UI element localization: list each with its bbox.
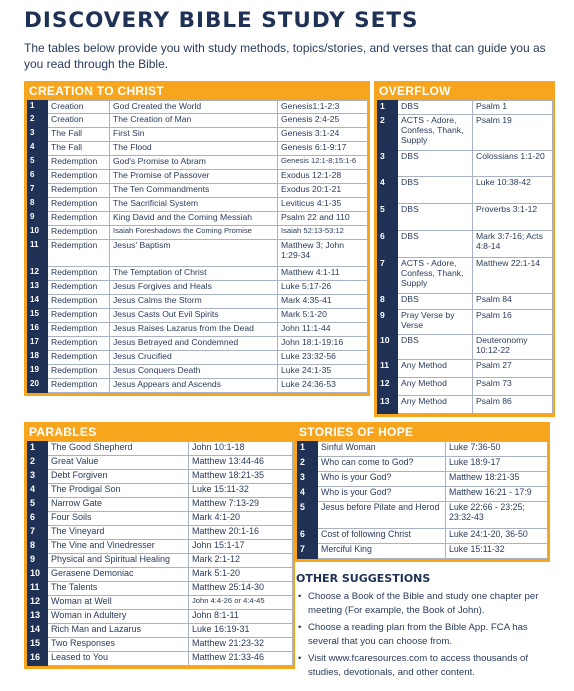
- creation-to-christ-box: [24, 81, 370, 396]
- row-number: 7: [378, 258, 398, 294]
- row-number: 17: [28, 337, 48, 351]
- row-number: 8: [28, 540, 48, 554]
- row-number: 20: [28, 379, 48, 393]
- table-row: [298, 472, 548, 487]
- row-number: 7: [298, 544, 318, 559]
- table-cell: Matthew 22:1-14: [473, 258, 553, 294]
- table-cell: DBS: [398, 335, 473, 360]
- row-number: 18: [28, 351, 48, 365]
- row-number: 7: [28, 526, 48, 540]
- table-row: [378, 177, 553, 204]
- table-cell: Who is your God?: [318, 472, 446, 487]
- table-cell: The Sacrificial System: [110, 198, 278, 212]
- table-cell: Mark 5:1-20: [278, 309, 368, 323]
- table-cell: Redemption: [48, 226, 110, 240]
- row-number: 4: [298, 487, 318, 502]
- table-row: [298, 502, 548, 529]
- table-row: [28, 295, 368, 309]
- table-row: [28, 498, 293, 512]
- table-cell: Redemption: [48, 184, 110, 198]
- table-cell: Matthew 21:23-32: [189, 638, 293, 652]
- table-cell: Matthew 20:1-16: [189, 526, 293, 540]
- table-cell: Jesus Conquers Death: [110, 365, 278, 379]
- other-suggestions-title: OTHER SUGGESTIONS: [296, 572, 431, 585]
- table-row: [28, 526, 293, 540]
- table-row: [28, 184, 368, 198]
- row-number: 11: [28, 240, 48, 267]
- table-row: [28, 156, 368, 170]
- table-cell: Psalm 73: [473, 378, 553, 396]
- table-cell: Redemption: [48, 337, 110, 351]
- table-cell: The Promise of Passover: [110, 170, 278, 184]
- table-cell: Luke 7:36-50: [446, 442, 548, 457]
- table-cell: Creation: [48, 101, 110, 114]
- table-cell: Redemption: [48, 156, 110, 170]
- row-number: 6: [378, 231, 398, 258]
- table-cell: Who is your God?: [318, 487, 446, 502]
- table-row: [28, 554, 293, 568]
- table-cell: Matthew 25:14-30: [189, 582, 293, 596]
- table-row: [28, 484, 293, 498]
- table-row: [28, 281, 368, 295]
- row-number: 8: [28, 198, 48, 212]
- table-cell: Mark 3:7-16; Acts 4:8-14: [473, 231, 553, 258]
- row-number: 2: [298, 457, 318, 472]
- row-number: 3: [378, 151, 398, 177]
- intro-text: The tables below provide you with study methods, topics/stories, and verses that can guide you as you read through the Bible.: [24, 41, 546, 71]
- table-row: [28, 624, 293, 638]
- table-cell: Redemption: [48, 365, 110, 379]
- table-cell: DBS: [398, 204, 473, 231]
- table-cell: Woman at Well: [48, 596, 189, 610]
- row-number: 12: [378, 378, 398, 396]
- table-cell: The Flood: [110, 142, 278, 156]
- table-cell: DBS: [398, 177, 473, 204]
- table-row: [28, 456, 293, 470]
- table-row: [28, 470, 293, 484]
- table-row: [28, 568, 293, 582]
- table-cell: King David and the Coming Messiah: [110, 212, 278, 226]
- table-row: [28, 101, 368, 114]
- table-cell: Who can come to God?: [318, 457, 446, 472]
- table-row: [378, 231, 553, 258]
- table-cell: Redemption: [48, 309, 110, 323]
- row-number: 15: [28, 638, 48, 652]
- table-row: [28, 240, 368, 267]
- table-cell: Psalm 27: [473, 360, 553, 378]
- table-cell: Jesus before Pilate and Herod: [318, 502, 446, 529]
- table-row: [378, 396, 553, 414]
- row-number: 19: [28, 365, 48, 379]
- table-cell: Matthew 3; John 1:29-34: [278, 240, 368, 267]
- table-cell: The Temptation of Christ: [110, 267, 278, 281]
- row-number: 13: [28, 281, 48, 295]
- table-row: [378, 378, 553, 396]
- table-cell: Mark 4:1-20: [189, 512, 293, 526]
- row-number: 14: [28, 624, 48, 638]
- table-cell: DBS: [398, 294, 473, 310]
- table-cell: Woman in Adultery: [48, 610, 189, 624]
- table-cell: Matthew 4:1-11: [278, 267, 368, 281]
- table-cell: Genesis 12:1-8;15:1-6: [278, 156, 368, 170]
- table-row: [28, 610, 293, 624]
- table-cell: ACTS - Adore, Confess, Thank, Supply: [398, 258, 473, 294]
- table-cell: John 15:1-17: [189, 540, 293, 554]
- table-row: [28, 128, 368, 142]
- table-row: [28, 379, 368, 393]
- table-row: [378, 258, 553, 294]
- table-cell: Luke 24:36-53: [278, 379, 368, 393]
- suggestion-item: • Choose a reading plan from the Bible App. FCA has several that you can choose from.: [296, 621, 556, 649]
- table-row: [378, 115, 553, 151]
- row-number: 13: [28, 610, 48, 624]
- table-cell: Jesus Appears and Ascends: [110, 379, 278, 393]
- row-number: 8: [378, 294, 398, 310]
- table-cell: Gerasene Demoniac: [48, 568, 189, 582]
- suggestion-item: • Choose a Book of the Bible and study one chapter per meeting (For example, the Book of John).: [296, 590, 556, 618]
- row-number: 6: [298, 529, 318, 544]
- table-cell: Physical and Spiritual Healing: [48, 554, 189, 568]
- row-number: 12: [28, 267, 48, 281]
- table-cell: Leviticus 4:1-35: [278, 198, 368, 212]
- table-cell: ACTS - Adore, Confess, Thank, Supply: [398, 115, 473, 151]
- table-cell: The Creation of Man: [110, 114, 278, 128]
- creation-title: CREATION TO CHRIST: [29, 84, 164, 98]
- row-number: 9: [378, 310, 398, 335]
- table-row: [378, 101, 553, 115]
- row-number: 1: [28, 101, 48, 114]
- table-cell: Any Method: [398, 396, 473, 414]
- row-number: 10: [28, 226, 48, 240]
- table-cell: Redemption: [48, 281, 110, 295]
- row-number: 5: [378, 204, 398, 231]
- table-cell: Genesis1:1-2:3: [278, 101, 368, 114]
- table-cell: Isaiah Foreshadows the Coming Promise: [110, 226, 278, 240]
- row-number: 11: [28, 582, 48, 596]
- table-row: [28, 652, 293, 666]
- table-cell: Psalm 22 and 110: [278, 212, 368, 226]
- overflow-box: [374, 81, 555, 417]
- row-number: 12: [28, 596, 48, 610]
- row-number: 15: [28, 309, 48, 323]
- table-row: [28, 114, 368, 128]
- table-cell: Cost of following Christ: [318, 529, 446, 544]
- table-cell: John 10:1-18: [189, 442, 293, 456]
- table-cell: Psalm 86: [473, 396, 553, 414]
- table-cell: Matthew 18:21-35: [189, 470, 293, 484]
- table-row: [28, 170, 368, 184]
- table-row: [28, 512, 293, 526]
- table-row: [28, 198, 368, 212]
- table-cell: Genesis 3:1-24: [278, 128, 368, 142]
- table-cell: John 18:1-19:16: [278, 337, 368, 351]
- table-cell: Redemption: [48, 295, 110, 309]
- other-suggestions-list: [296, 590, 556, 683]
- table-cell: Jesus Calms the Storm: [110, 295, 278, 309]
- table-row: [298, 457, 548, 472]
- table-row: [28, 212, 368, 226]
- table-cell: Four Soils: [48, 512, 189, 526]
- table-row: [28, 142, 368, 156]
- table-cell: Psalm 84: [473, 294, 553, 310]
- creation-table: [27, 100, 368, 393]
- table-row: [28, 226, 368, 240]
- row-number: 2: [28, 456, 48, 470]
- row-number: 3: [28, 128, 48, 142]
- table-cell: Great Value: [48, 456, 189, 470]
- hope-title: STORIES OF HOPE: [299, 425, 414, 439]
- parables-table: [27, 441, 293, 666]
- table-cell: The Talents: [48, 582, 189, 596]
- table-cell: Matthew 16:21 - 17:9: [446, 487, 548, 502]
- row-number: 4: [378, 177, 398, 204]
- row-number: 4: [28, 142, 48, 156]
- table-cell: DBS: [398, 231, 473, 258]
- table-row: [378, 335, 553, 360]
- table-cell: Redemption: [48, 351, 110, 365]
- table-cell: Psalm 16: [473, 310, 553, 335]
- table-row: [28, 540, 293, 554]
- table-cell: First Sin: [110, 128, 278, 142]
- table-cell: Isaiah 52:13-53:12: [278, 226, 368, 240]
- table-cell: Matthew 18:21-35: [446, 472, 548, 487]
- row-number: 6: [28, 170, 48, 184]
- table-cell: Matthew 7:13-29: [189, 498, 293, 512]
- page-title: DISCOVERY BIBLE STUDY SETS: [24, 8, 419, 33]
- table-row: [28, 323, 368, 337]
- stories-of-hope-box: [294, 422, 550, 562]
- table-row: [298, 442, 548, 457]
- row-number: 5: [28, 156, 48, 170]
- table-cell: Jesus Betrayed and Condemned: [110, 337, 278, 351]
- table-cell: Deuteronomy 10:12-22: [473, 335, 553, 360]
- table-row: [298, 529, 548, 544]
- table-cell: John 11:1-44: [278, 323, 368, 337]
- table-cell: Jesus Casts Out Evil Spirits: [110, 309, 278, 323]
- table-cell: Mark 5:1-20: [189, 568, 293, 582]
- table-cell: Merciful King: [318, 544, 446, 559]
- table-cell: Exodus 20:1-21: [278, 184, 368, 198]
- table-cell: Jesus Forgives and Heals: [110, 281, 278, 295]
- table-cell: Redemption: [48, 379, 110, 393]
- table-cell: Jesus Crucified: [110, 351, 278, 365]
- table-cell: The Good Shepherd: [48, 442, 189, 456]
- table-cell: Luke 15:11-32: [446, 544, 548, 559]
- table-cell: Luke 5:17-26: [278, 281, 368, 295]
- suggestion-item: • Visit www.fcaresources.com to access thousands of studies, devotionals, and other content.: [296, 652, 556, 680]
- table-cell: Jesus Raises Lazarus from the Dead: [110, 323, 278, 337]
- table-cell: John 4:4-26 or 4:4-45: [189, 596, 293, 610]
- row-number: 4: [28, 484, 48, 498]
- table-cell: Two Responses: [48, 638, 189, 652]
- table-row: [28, 582, 293, 596]
- table-cell: God Created the World: [110, 101, 278, 114]
- table-cell: Psalm 1: [473, 101, 553, 115]
- table-row: [28, 267, 368, 281]
- parables-box: [24, 422, 295, 669]
- row-number: 6: [28, 512, 48, 526]
- table-cell: Sinful Woman: [318, 442, 446, 457]
- table-row: [28, 596, 293, 610]
- row-number: 7: [28, 184, 48, 198]
- row-number: 10: [378, 335, 398, 360]
- table-row: [28, 638, 293, 652]
- table-cell: Mark 4:35-41: [278, 295, 368, 309]
- table-cell: Matthew 21:33-46: [189, 652, 293, 666]
- table-cell: Luke 18:9-17: [446, 457, 548, 472]
- table-row: [298, 487, 548, 502]
- table-row: [28, 442, 293, 456]
- table-row: [378, 204, 553, 231]
- row-number: 9: [28, 554, 48, 568]
- table-cell: Luke 15:11-32: [189, 484, 293, 498]
- table-cell: Redemption: [48, 323, 110, 337]
- table-cell: The Prodigal Son: [48, 484, 189, 498]
- table-row: [28, 337, 368, 351]
- table-cell: Luke 24:1-20, 36-50: [446, 529, 548, 544]
- table-cell: Narrow Gate: [48, 498, 189, 512]
- table-cell: Luke 22:66 - 23:25; 23:32-43: [446, 502, 548, 529]
- table-cell: Luke 24:1-35: [278, 365, 368, 379]
- table-cell: DBS: [398, 151, 473, 177]
- table-row: [378, 151, 553, 177]
- table-cell: Exodus 12:1-28: [278, 170, 368, 184]
- row-number: 14: [28, 295, 48, 309]
- table-cell: Colossians 1:1-20: [473, 151, 553, 177]
- row-number: 1: [28, 442, 48, 456]
- table-cell: The Fall: [48, 142, 110, 156]
- table-cell: Any Method: [398, 378, 473, 396]
- table-cell: Redemption: [48, 267, 110, 281]
- row-number: 9: [28, 212, 48, 226]
- table-cell: The Ten Commandments: [110, 184, 278, 198]
- table-cell: Leased to You: [48, 652, 189, 666]
- row-number: 5: [298, 502, 318, 529]
- table-cell: The Fall: [48, 128, 110, 142]
- table-cell: DBS: [398, 101, 473, 115]
- row-number: 16: [28, 323, 48, 337]
- row-number: 3: [298, 472, 318, 487]
- table-cell: Any Method: [398, 360, 473, 378]
- table-cell: Genesis 6:1-9:17: [278, 142, 368, 156]
- hope-table: [297, 441, 548, 559]
- row-number: 3: [28, 470, 48, 484]
- overflow-title: OVERFLOW: [379, 84, 451, 98]
- row-number: 5: [28, 498, 48, 512]
- row-number: 16: [28, 652, 48, 666]
- table-cell: Matthew 13:44-46: [189, 456, 293, 470]
- table-cell: Luke 10:38-42: [473, 177, 553, 204]
- table-cell: Debt Forgiven: [48, 470, 189, 484]
- table-cell: Luke 16:19-31: [189, 624, 293, 638]
- table-cell: Luke 23:32-56: [278, 351, 368, 365]
- table-row: [28, 351, 368, 365]
- table-cell: Rich Man and Lazarus: [48, 624, 189, 638]
- table-cell: Creation: [48, 114, 110, 128]
- table-cell: The Vineyard: [48, 526, 189, 540]
- table-cell: Mark 2:1-12: [189, 554, 293, 568]
- row-number: 1: [378, 101, 398, 115]
- table-cell: Proverbs 3:1-12: [473, 204, 553, 231]
- table-cell: Jesus' Baptism: [110, 240, 278, 267]
- table-cell: John 8:1-11: [189, 610, 293, 624]
- row-number: 2: [378, 115, 398, 151]
- row-number: 13: [378, 396, 398, 414]
- table-row: [28, 365, 368, 379]
- overflow-table: [377, 100, 553, 414]
- table-cell: Redemption: [48, 198, 110, 212]
- table-cell: Psalm 19: [473, 115, 553, 151]
- row-number: 2: [28, 114, 48, 128]
- table-cell: Pray Verse by Verse: [398, 310, 473, 335]
- table-cell: Genesis 2:4-25: [278, 114, 368, 128]
- parables-title: PARABLES: [29, 425, 97, 439]
- table-cell: Redemption: [48, 212, 110, 226]
- row-number: 11: [378, 360, 398, 378]
- table-row: [28, 309, 368, 323]
- table-cell: God's Promise to Abram: [110, 156, 278, 170]
- table-row: [378, 310, 553, 335]
- table-cell: Redemption: [48, 240, 110, 267]
- table-cell: The Vine and Vinedresser: [48, 540, 189, 554]
- table-row: [378, 294, 553, 310]
- table-row: [298, 544, 548, 559]
- row-number: 1: [298, 442, 318, 457]
- table-cell: Redemption: [48, 170, 110, 184]
- row-number: 10: [28, 568, 48, 582]
- table-row: [378, 360, 553, 378]
